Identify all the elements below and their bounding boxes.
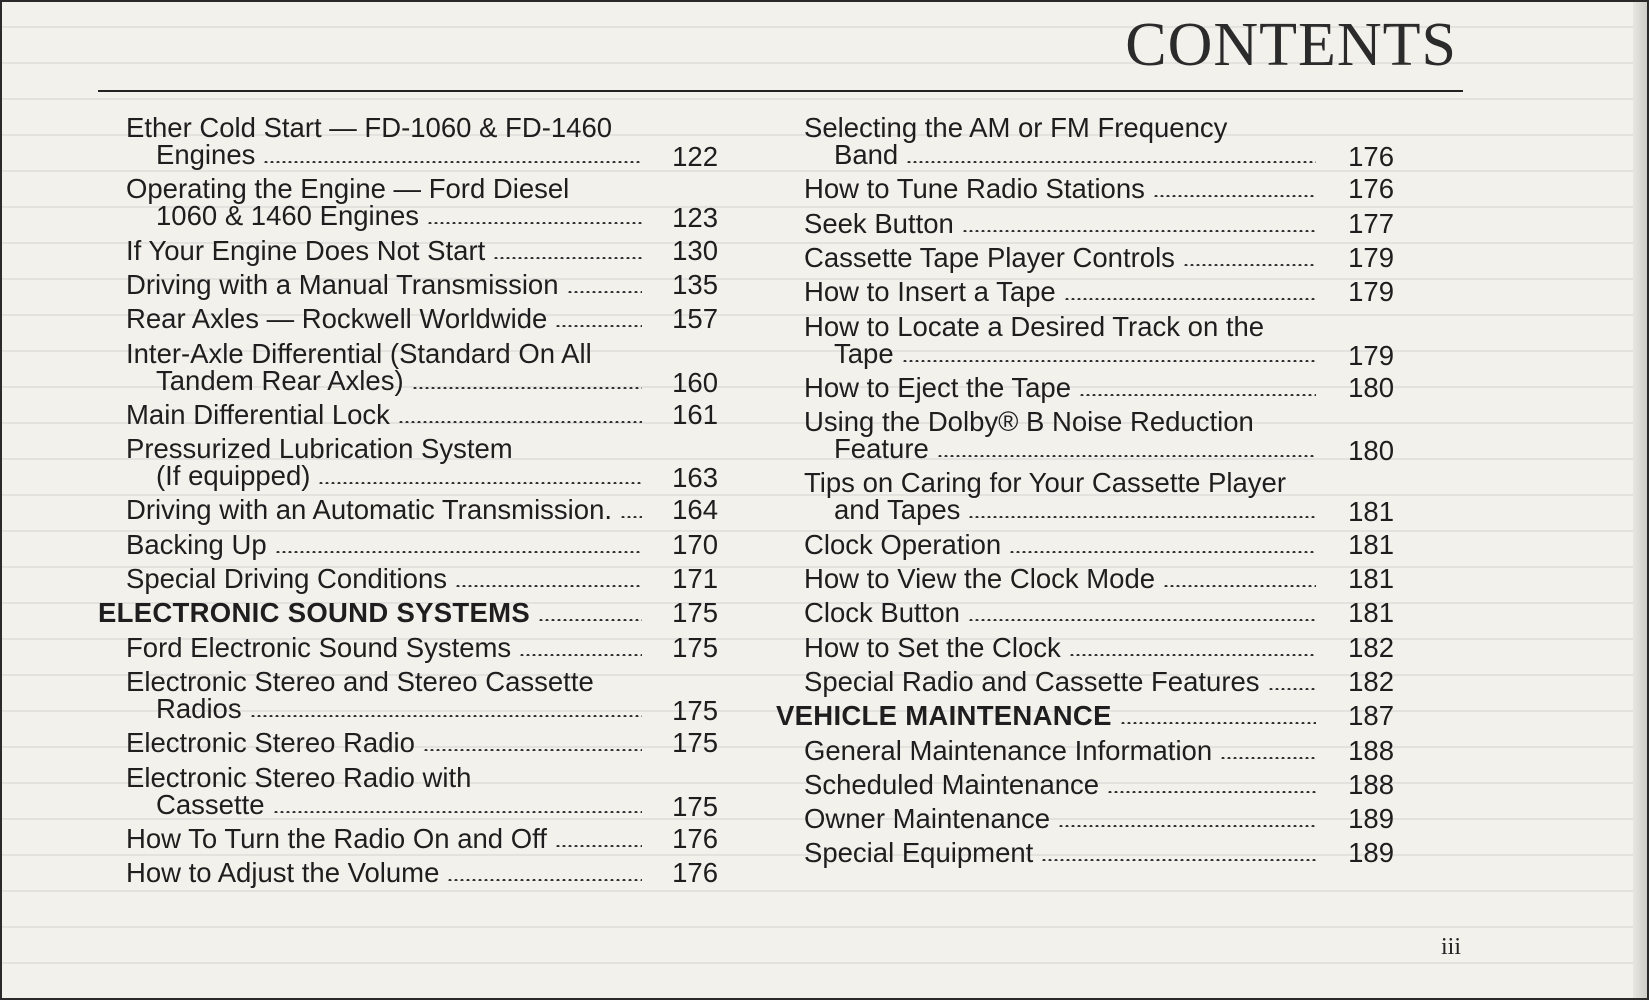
toc-entry-text: Selecting the AM or FM Frequency <box>804 112 1228 143</box>
toc-entry-text: Main Differential Lock <box>126 398 390 430</box>
toc-entry-text: Driving with an Automatic Transmission. <box>126 494 613 526</box>
toc-entry-line <box>2 370 1482 406</box>
toc-page-number: 176 <box>1348 173 1394 205</box>
toc-entry-text: Seek Button <box>804 207 954 239</box>
toc-entry-text: Electronic Stereo and Stereo Cassette <box>126 665 594 697</box>
toc-entry-line <box>2 595 1482 631</box>
toc-entry-text: Band <box>834 139 899 170</box>
toc-page-number: 175 <box>672 631 718 663</box>
toc-page-number: 180 <box>1348 371 1394 403</box>
toc-page-number: 135 <box>672 268 718 300</box>
toc-entry-text: Electronic Stereo Radio <box>126 727 415 759</box>
toc-entry-text: Operating the Engine — Ford Diesel <box>126 173 570 205</box>
title-rule <box>98 90 1463 92</box>
page-edge <box>1633 2 1647 998</box>
toc-page-number: 175 <box>672 694 718 726</box>
toc-entry-text: How to Locate a Desired Track on the <box>804 310 1265 342</box>
toc-entry-text: VEHICLE MAINTENANCE <box>776 700 1112 732</box>
dot-leader <box>1183 264 1316 266</box>
toc-page-number: 189 <box>1348 837 1394 869</box>
toc-page-number: 181 <box>1348 597 1394 629</box>
toc-entry-text: Ether Cold Start — FD-1060 & FD-1460 <box>126 112 613 143</box>
dot-leader <box>1041 859 1316 861</box>
toc-entry-text: How to Eject the Tape <box>804 371 1072 403</box>
toc-page-number: 180 <box>1348 435 1394 467</box>
toc-entry-line <box>2 431 1482 467</box>
dot-leader <box>1079 394 1316 396</box>
toc-page-number: 182 <box>1348 665 1394 697</box>
document-page <box>2 2 1647 998</box>
toc-page-number: 176 <box>1348 141 1394 172</box>
toc-entry-text: Driving with a Manual Transmission <box>126 268 559 300</box>
toc-entry-text: Clock Button <box>804 597 960 629</box>
toc-entry-line <box>2 137 1482 173</box>
page-title: CONTENTS <box>1125 11 1457 79</box>
toc-entry-text: How to Insert a Tape <box>804 276 1056 308</box>
toc-page-number: 175 <box>672 790 718 822</box>
toc-entry-line <box>2 527 1482 563</box>
toc-entry-text: If Your Engine Does Not Start <box>126 234 486 266</box>
toc-page-number: 187 <box>1348 700 1394 732</box>
toc-entry-text: (If equipped) <box>156 460 311 492</box>
toc-entry-line <box>2 336 1482 372</box>
toc-page-number: 182 <box>1348 631 1394 663</box>
toc-entry-line <box>2 664 1482 700</box>
toc-entry-text: Tape <box>834 337 894 369</box>
toc-page-number: 179 <box>1348 339 1394 371</box>
toc-entry-text: ELECTRONIC SOUND SYSTEMS <box>98 597 530 629</box>
toc-page-number: 157 <box>672 303 718 335</box>
toc-page-number: 123 <box>672 202 718 234</box>
toc-page-number: 177 <box>1348 207 1394 239</box>
toc-entry-line <box>2 561 1482 597</box>
toc-entry-text: Feature <box>834 433 929 465</box>
dot-leader <box>968 619 1316 621</box>
toc-entry-text: Special Driving Conditions <box>126 563 447 594</box>
toc-entry-text: Backing Up <box>126 528 267 560</box>
dot-leader <box>1120 722 1316 724</box>
toc-page-number: 160 <box>672 366 718 398</box>
toc-page-number: 171 <box>672 563 718 594</box>
toc-entry-line <box>2 767 1482 803</box>
toc-entry-text: Special Radio and Cassette Features <box>804 665 1260 697</box>
toc-page-number: 130 <box>672 234 718 266</box>
toc-page-number: 181 <box>1348 496 1394 528</box>
toc-entry-text: How to Tune Radio Stations <box>804 173 1145 205</box>
dot-leader <box>1009 551 1316 553</box>
toc-entry-text: How To Turn the Radio On and Off <box>126 822 547 854</box>
toc-entry-line <box>2 274 1482 310</box>
toc-entry-text: How to Adjust the Volume <box>126 857 440 889</box>
toc-page-number: 170 <box>672 528 718 560</box>
toc-page-number: 122 <box>672 141 718 172</box>
toc-entry-text: Scheduled Maintenance <box>804 768 1100 800</box>
toc-entry-line <box>2 801 1482 837</box>
toc-entry-text: Radios <box>156 692 242 724</box>
toc-page-number: 176 <box>672 822 718 854</box>
toc-entry-line <box>2 206 1482 242</box>
toc-entry-text: Pressurized Lubrication System <box>126 433 513 465</box>
toc-page-number: 176 <box>672 857 718 889</box>
toc-entry-text: How to View the Clock Mode <box>804 563 1156 594</box>
toc-entry-text: How to Set the Clock <box>804 631 1061 663</box>
dot-leader <box>1153 195 1316 197</box>
dot-leader <box>906 161 1316 163</box>
toc-section-heading <box>2 698 1482 734</box>
toc-entry-text: and Tapes <box>834 494 961 526</box>
toc-page-number: 181 <box>1348 563 1394 594</box>
toc-page-number: 164 <box>672 494 718 526</box>
dot-leader <box>1064 298 1316 300</box>
dot-leader <box>1058 825 1316 827</box>
toc-page-number: 161 <box>672 398 718 430</box>
toc-page-number: 181 <box>1348 528 1394 560</box>
toc-entry-text: Engines <box>156 139 256 170</box>
page-number: iii <box>1440 934 1461 960</box>
dot-leader <box>968 516 1316 518</box>
toc-page-number: 163 <box>672 462 718 494</box>
toc-entry-text: Cassette Tape Player Controls <box>804 241 1175 273</box>
toc-entry-text: Tips on Caring for Your Cassette Player <box>804 467 1287 499</box>
toc-page-number: 188 <box>1348 768 1394 800</box>
toc-entry-text: Ford Electronic Sound Systems <box>126 631 512 663</box>
dot-leader <box>937 455 1316 457</box>
toc-entry-text: Rear Axles — Rockwell Worldwide <box>126 303 548 335</box>
toc-entry-line <box>2 240 1482 276</box>
dot-leader <box>1220 757 1316 759</box>
dot-leader <box>1163 585 1316 587</box>
toc-entry-text: Clock Operation <box>804 528 1002 560</box>
dot-leader <box>902 360 1316 362</box>
toc-page-number: 179 <box>1348 241 1394 273</box>
toc-entry-text: Electronic Stereo Radio with <box>126 761 472 793</box>
toc-entry-text: General Maintenance Information <box>804 734 1213 766</box>
toc-page-number: 189 <box>1348 803 1394 835</box>
toc-entry-text: Inter-Axle Differential (Standard On All <box>126 337 592 369</box>
dot-leader <box>962 230 1316 232</box>
toc-entry-line <box>2 733 1482 769</box>
toc-entry-text: Cassette <box>156 788 265 820</box>
dot-leader <box>1069 654 1316 656</box>
toc-entry-text: Special Equipment <box>804 837 1034 869</box>
toc-entry-line <box>2 171 1482 207</box>
toc-entry-text: Using the Dolby® B Noise Reduction <box>804 406 1254 438</box>
dot-leader <box>1107 791 1316 793</box>
toc-entry-line <box>2 630 1482 666</box>
toc-entry-text: Owner Maintenance <box>804 803 1051 835</box>
toc-entry-line <box>2 835 1482 871</box>
dot-leader <box>1268 688 1316 690</box>
dot-leader <box>447 879 642 881</box>
toc-entry-text: 1060 & 1460 Engines <box>156 200 419 232</box>
toc-entry-line <box>2 492 1482 528</box>
toc-page-number: 175 <box>672 727 718 759</box>
toc-page-number: 179 <box>1348 276 1394 308</box>
toc-entry-text: Tandem Rear Axles) <box>156 364 404 396</box>
toc-page-number: 175 <box>672 597 718 629</box>
toc-page-number: 188 <box>1348 734 1394 766</box>
